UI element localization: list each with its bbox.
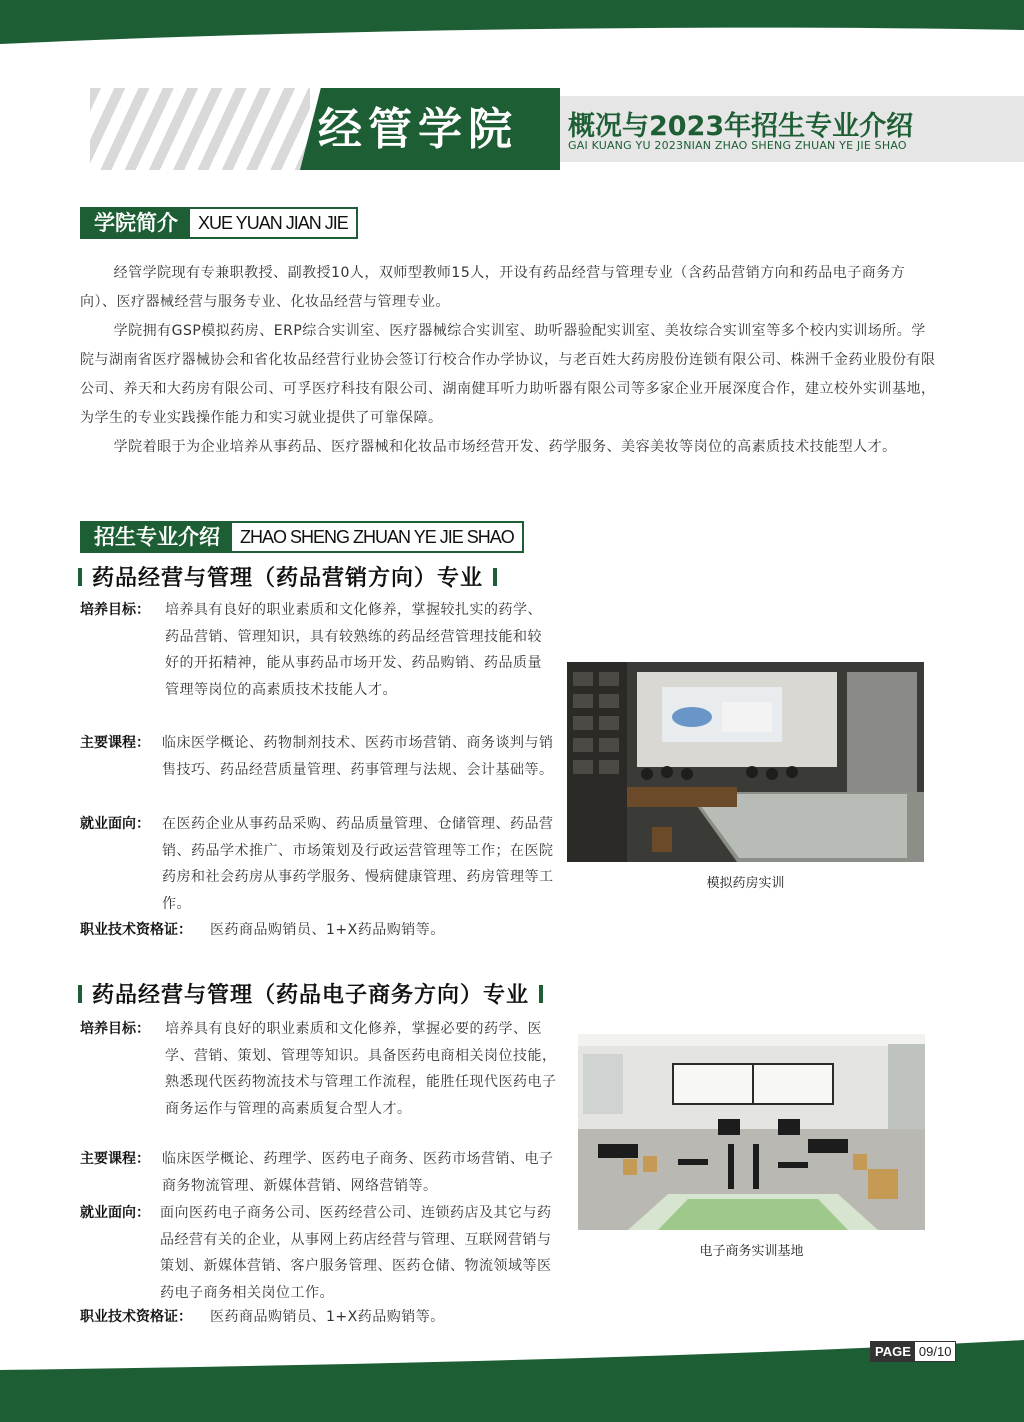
majors-tag-en: ZHAO SHENG ZHUAN YE JIE SHAO [240,527,514,547]
majors-tag-cn: 招生专业介绍 [82,523,232,551]
page-subtitle: 概况与2023年招生专业介绍 [568,111,914,142]
jobs-text: 面向医药电子商务公司、医药经营公司、连锁药店及其它与药品经营有关的企业，从事网上药店经营与管理、互联网营销与策划、新媒体营销、客户服务管理、医药仓储、物流领域等医药电子商务相关岗位工作。 [160,1205,552,1301]
header-stripes [90,88,310,170]
major-1-goal [80,597,556,703]
cert-label: 职业技术资格证： [80,922,192,938]
courses-text: 临床医学概论、药物制剂技术、医药市场营销、商务谈判与销售技巧、药品经营质量管理、药事管理与法规、会计基础等。 [162,735,554,778]
major-1-courses [80,730,556,783]
goal-text: 培养具有良好的职业素质和文化修养，掌握较扎实的药学、药品营销、管理知识，具有较熟练的药品经营管理技能和较好的开拓精神，能从事药品市场开发、药品购销、药品质量管理等岗位的高素质技术技能人才。 [165,602,542,698]
courses-text: 临床医学概论、药理学、医药电子商务、医药市场营销、电子商务物流管理、新媒体营销、网络营销等。 [162,1151,554,1194]
major-2-heading [68,978,553,1009]
intro-paragraph: 经管学院现有专兼职教授、副教授10人，双师型教师15人，开设有药品经营与管理专业（含药品营销方向和药品电子商务方向）、医疗器械经营与服务专业、化妆品经营与管理专业。 [80,265,906,310]
page-number: 09/10 [915,1342,956,1361]
goal-label: 培养目标： [80,602,150,618]
major-2-jobs [80,1200,564,1306]
intro-text [80,259,940,462]
cert-text: 医药商品购销员、1+X药品购销等。 [210,1309,445,1325]
intro-section-tag [80,207,358,239]
goal-text: 培养具有良好的职业素质和文化修养，掌握必要的药学、医学、营销、策划、管理等知识。具备医药电商相关岗位技能，熟悉现代医药物流技术与管理工作流程，能胜任现代医药电子商务运作与管理的高素质复合型人才。 [165,1021,557,1117]
courses-label: 主要课程： [80,1151,150,1167]
intro-paragraph: 学院着眼于为企业培养从事药品、医疗器械和化妆品市场经营开发、药学服务、美容美妆等岗位的高素质技术技能型人才。 [113,439,897,455]
page-label: PAGE [871,1342,915,1361]
major-1-jobs [80,811,558,917]
goal-label: 培养目标： [80,1021,150,1037]
major-1-cert [80,917,580,944]
page-title: 经管学院 [318,104,518,155]
major-2-courses [80,1146,564,1199]
heading-bar-right [539,985,543,1003]
ecommerce-training-photo [578,1034,925,1230]
jobs-label: 就业面向： [80,816,150,832]
pharmacy-photo-caption: 模拟药房实训 [706,876,785,891]
page-subtitle-pinyin: GAI KUANG YU 2023NIAN ZHAO SHENG ZHUAN YE JIE SHAO [568,139,907,152]
page-number-tag [870,1341,956,1362]
courses-label: 主要课程： [80,735,150,751]
majors-section-tag [80,521,524,553]
major-2-cert [80,1304,580,1331]
jobs-text: 在医药企业从事药品采购、药品质量管理、仓储管理、药品营销、药品学术推广、市场策划及行政运营管理等工作；在医院药房和社会药房从事药学服务、慢病健康管理、药房管理等工作。 [162,816,554,912]
ecommerce-photo-caption: 电子商务实训基地 [699,1244,804,1259]
heading-bar-right [493,568,497,586]
pharmacy-training-photo [567,662,924,862]
major-2-goal [80,1016,564,1122]
heading-bar-left [78,568,82,586]
intro-tag-en: XUE YUAN JIAN JIE [198,213,348,233]
major-2-title: 药品经营与管理（药品电子商务方向）专业 [92,983,530,1008]
top-green-band [0,0,1024,44]
heading-bar-left [78,985,82,1003]
major-1-heading [68,561,507,592]
intro-paragraph: 学院拥有GSP模拟药房、ERP综合实训室、医疗器械综合实训室、助听器验配实训室、美妆综合实训室等多个校内实训场所。学院与湖南省医疗器械协会和省化妆品经营行业协会签订行校合作办学协议，与老百姓大药房股份连锁有限公司、株洲千金药业股份有限公司、养天和大药房有限公司、可孚医疗科技有限公司、湖南健耳听力助听器有限公司等多家企业开展深度合作，建立校外实训基地，为学生的专业实践操作能力和实习就业提供了可靠保障。 [80,323,936,426]
cert-label: 职业技术资格证： [80,1309,192,1325]
intro-tag-cn: 学院简介 [82,209,190,237]
major-1-title: 药品经营与管理（药品营销方向）专业 [92,566,484,591]
jobs-label: 就业面向： [80,1205,150,1221]
cert-text: 医药商品购销员、1+X药品购销等。 [210,922,445,938]
